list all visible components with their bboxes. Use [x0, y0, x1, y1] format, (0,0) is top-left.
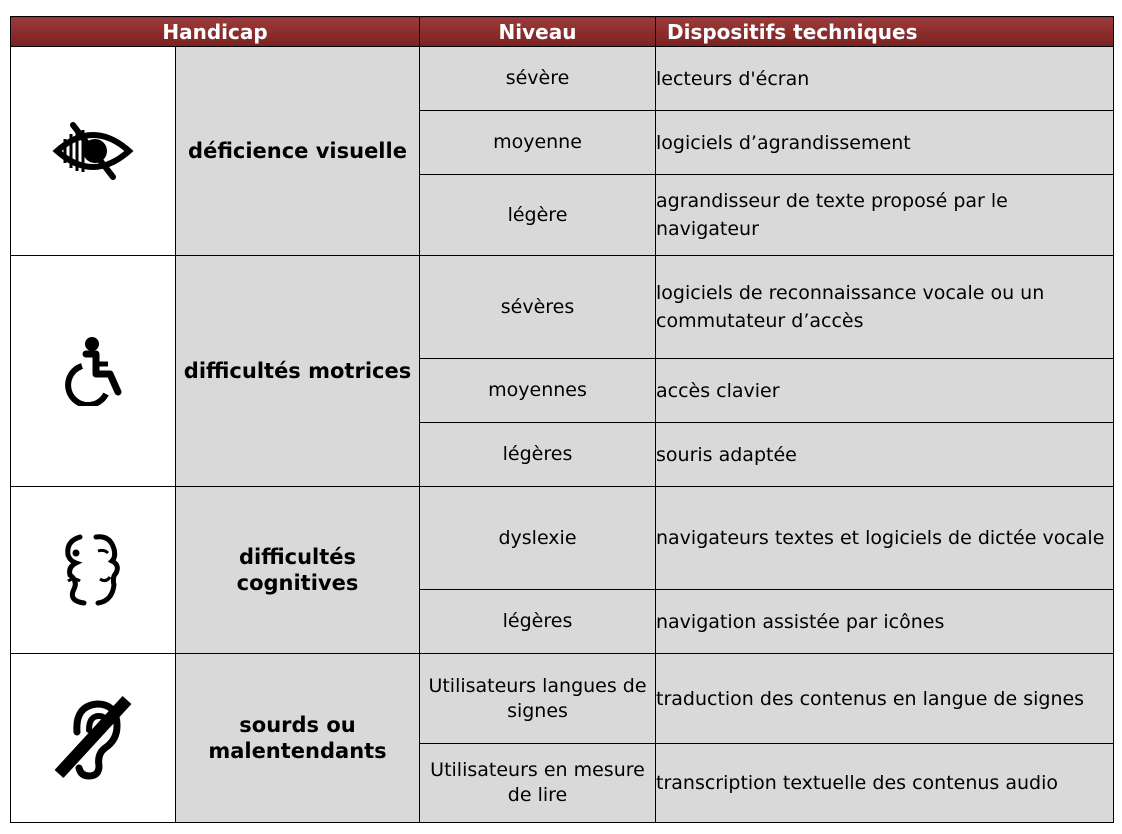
level-cell: moyennes	[420, 359, 656, 423]
eye-crossed-icon-cell	[11, 47, 176, 256]
category-motor: difficultés motrices	[176, 256, 420, 487]
cognitive-face-icon	[58, 531, 128, 609]
header-dispositifs: Dispositifs techniques	[656, 17, 1114, 47]
device-cell: traduction des contenus en langue de signes	[656, 654, 1114, 744]
level-cell: légère	[420, 175, 656, 256]
level-cell: moyenne	[420, 111, 656, 175]
header-niveau: Niveau	[420, 17, 656, 47]
level-cell: légères	[420, 590, 656, 654]
level-cell: Utilisateurs langues de signes	[420, 654, 656, 744]
category-hearing: sourds ou malentendants	[176, 654, 420, 823]
level-cell: légères	[420, 423, 656, 487]
device-cell: navigateurs textes et logiciels de dictée vocale	[656, 487, 1114, 590]
category-cognitive: difficultés cognitives	[176, 487, 420, 654]
category-visual: déficience visuelle	[176, 47, 420, 256]
eye-crossed-icon	[51, 121, 135, 181]
device-cell: agrandisseur de texte proposé par le navigateur	[656, 175, 1114, 256]
accessibility-table	[10, 16, 1114, 823]
device-cell: navigation assistée par icônes	[656, 590, 1114, 654]
header-row	[11, 17, 1114, 47]
ear-crossed-icon-cell	[11, 654, 176, 823]
device-cell: logiciels d’agrandissement	[656, 111, 1114, 175]
level-cell: Utilisateurs en mesure de lire	[420, 744, 656, 823]
device-cell: accès clavier	[656, 359, 1114, 423]
ear-crossed-icon	[51, 692, 135, 784]
table-row	[11, 654, 1114, 744]
wheelchair-icon-cell	[11, 256, 176, 487]
header-handicap: Handicap	[11, 17, 420, 47]
level-cell: dyslexie	[420, 487, 656, 590]
table-row	[11, 487, 1114, 590]
wheelchair-icon	[62, 336, 124, 406]
device-cell: transcription textuelle des contenus audio	[656, 744, 1114, 823]
level-cell: sévère	[420, 47, 656, 111]
level-cell: sévères	[420, 256, 656, 359]
device-cell: souris adaptée	[656, 423, 1114, 487]
table-row	[11, 256, 1114, 359]
device-cell: lecteurs d'écran	[656, 47, 1114, 111]
cognitive-face-icon-cell	[11, 487, 176, 654]
device-cell: logiciels de reconnaissance vocale ou un commutateur d’accès	[656, 256, 1114, 359]
table-row	[11, 47, 1114, 111]
